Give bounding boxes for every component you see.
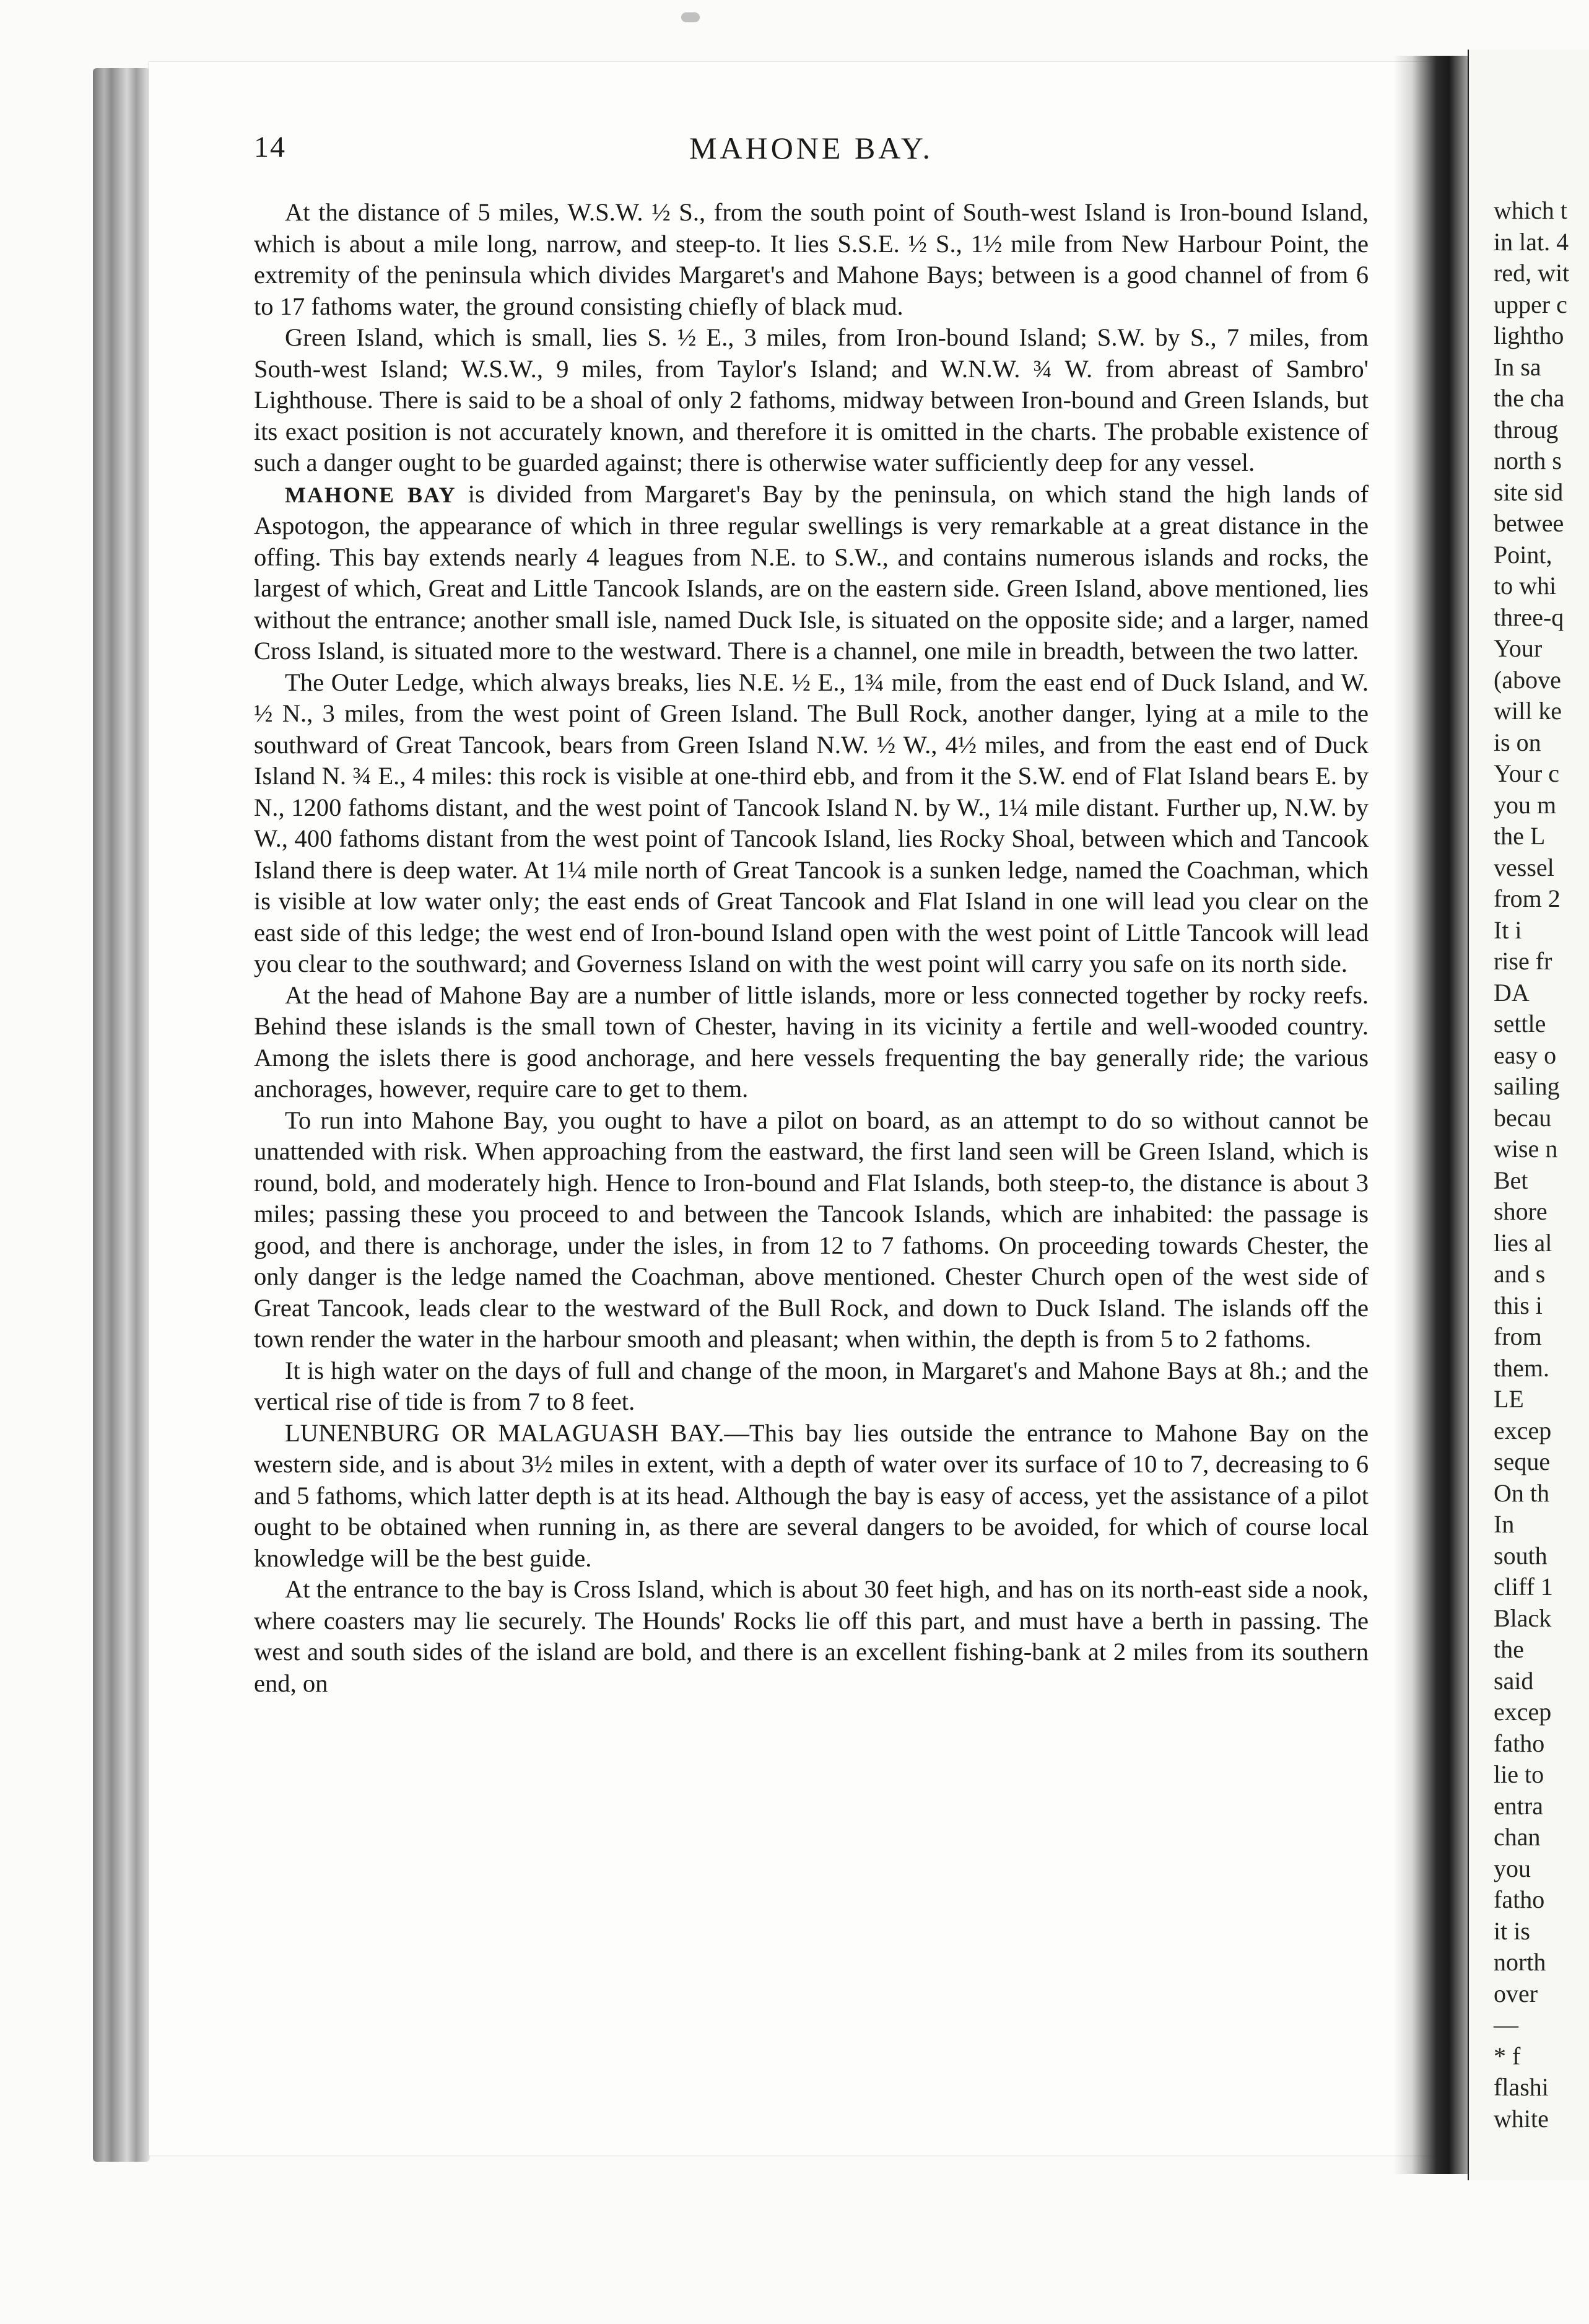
facing-page-line: said (1494, 1666, 1534, 1695)
facing-page-line: (above (1494, 665, 1561, 694)
facing-page-line: you (1494, 1854, 1531, 1882)
paragraph-cross-island: At the entrance to the bay is Cross Island, which is about 30 feet high, and has on its north-east side a nook, where coasters may lie securely. The Hounds' Rocks lie off this part, and must have a berth in passing. The west and south sides of the island are bold, and there is an excellent fishing-bank at 2 miles from its southern end, on (254, 1575, 1369, 1697)
facing-page-line: becau (1494, 1103, 1552, 1132)
facing-page-line: In sa (1494, 352, 1541, 381)
facing-page-line: the cha (1494, 384, 1565, 412)
paragraph-mahone-bay-text: is divided from Margaret's Bay by the peninsula, on which stand the high lands of Aspotogon, the appearance of which in three regular swellings is very remarkable at a great distance in the offing. This bay extends nearly 4 leagues from N.E. to S.W., and contains numerous islands and rocks, the largest of which, Great and Little Tancook Islands, are on the eastern side. Green Island, above mentioned, lies without the entrance; another small isle, named Duck Isle, is situated on the opposite side; and a larger, named Cross Island, is situated more to the westward. There is a channel, one mile in breadth, between the two latter. (254, 479, 1369, 665)
facing-page-line: LE (1494, 1385, 1524, 1413)
scan-speck (681, 12, 700, 22)
facing-page-line: flashi (1494, 2073, 1549, 2101)
paragraph-outer-ledge: The Outer Ledge, which always breaks, lies N.E. ½ E., 1¾ mile, from the east end of Duck Island, and W. ½ N., 3 miles, from the west point of Green Island. The Bull Rock, another danger, lying at a mile to the southward of Great Tancook, bears from Green Island N.W. ½ W., 4½ miles, and from the east end of Duck Island N. ¾ E., 4 miles: this rock is visible at one-third ebb, and from it the S.W. end of Flat Island bears E. by N., 1200 fathoms distant, and the west point of Tancook Island N. by W., 1¼ mile distant. Further up, N.W. by W., 400 fathoms distant from the west point of Tancook Island, lies Rocky Shoal, between which and Tancook Island there is deep water. At 1¼ mile north of Great Tancook is a sunken ledge, named the Coachman, which is visible at low water only; the east ends of Great Tancook and Flat Island in one will lead you clear on the east side of this ledge; the west end of Iron-bound Island open with the west point of Little Tancook will lead you clear to the southward; and Governess Island on with the west point will carry you safe on its north side. (254, 668, 1369, 977)
facing-page-line: vessel (1494, 853, 1554, 881)
page-header (254, 130, 1369, 167)
facing-page-line: Your (1494, 634, 1543, 662)
facing-page-line: over (1494, 1979, 1538, 2007)
facing-page-line: — (1494, 2011, 1518, 2038)
facing-page-line: three-q (1494, 603, 1564, 631)
facing-page-line: white (1494, 2104, 1549, 2133)
facing-page-line: south (1494, 1541, 1548, 1570)
paragraph-mahone-bay (254, 479, 1369, 667)
facing-page-line: this i (1494, 1291, 1543, 1319)
facing-page-line: lightho (1494, 321, 1564, 349)
facing-page-line: fatho (1494, 1729, 1545, 1757)
facing-page-line: which t (1494, 196, 1567, 224)
facing-page-line: in lat. 4 (1494, 227, 1569, 256)
facing-page-line: Black (1494, 1604, 1552, 1632)
page-number: 14 (254, 131, 286, 164)
paragraph-head-of-bay: At the head of Mahone Bay are a number of little islands, more or less connected together by rocky reefs. Behind these islands is the small town of Chester, having in its vicinity a fertile and well-wooded country. Among the islets there is good anchorage, and here vessels frequenting the bay generally ride; the various anchorages, however, require care to get to them. (254, 981, 1369, 1103)
facing-page-line: lie to (1494, 1760, 1544, 1788)
facing-page-line: excep (1494, 1416, 1552, 1444)
facing-page-line: lies al (1494, 1228, 1552, 1257)
paragraph-tides: It is high water on the days of full and change of the moon, in Margaret's and Mahone Bays at 8h.; and the vertical rise of tide is from 7 to 8 feet. (254, 1356, 1369, 1415)
facing-page-line: the (1494, 1635, 1524, 1663)
facing-page-line: site sid (1494, 478, 1564, 506)
facing-page-line: upper c (1494, 290, 1567, 318)
body-text (254, 197, 1369, 1699)
facing-page-line: DA (1494, 978, 1530, 1007)
facing-page-line: settle (1494, 1010, 1546, 1038)
paragraph-iron-bound-island: At the distance of 5 miles, W.S.W. ½ S., from the south point of South-west Island is Iron-bound Island, which is about a mile long, narrow, and steep-to. It lies S.S.E. ½ S., 1½ mile from New Harbour Point, the extremity of the peninsula which divides Margaret's and Mahone Bays; between is a good channel of from 6 to 17 fathoms water, the ground consisting chiefly of black mud. (254, 198, 1369, 320)
facing-page-line: them. (1494, 1353, 1549, 1382)
facing-page-line: It i (1494, 915, 1522, 944)
facing-page-line: Point, (1494, 540, 1552, 569)
facing-page-line: Bet (1494, 1166, 1528, 1194)
facing-page-line: Your c (1494, 759, 1559, 787)
facing-page-line: rise fr (1494, 947, 1552, 975)
facing-page-line: On th (1494, 1479, 1549, 1507)
facing-page-line: you m (1494, 790, 1557, 819)
facing-page-line: throug (1494, 415, 1559, 443)
facing-page-line: north (1494, 1948, 1546, 1976)
facing-page-line: it is (1494, 1916, 1530, 1945)
facing-page-line: * f (1494, 2042, 1521, 2070)
facing-page-line: wise n (1494, 1135, 1558, 1163)
facing-page-line: fatho (1494, 1885, 1545, 1913)
facing-page-line: seque (1494, 1448, 1551, 1475)
facing-page-line: chan (1494, 1823, 1541, 1851)
facing-page-line: is on (1494, 728, 1541, 756)
facing-page-line: will ke (1494, 697, 1562, 725)
facing-page-line: betwee (1494, 509, 1564, 537)
facing-page-line: entra (1494, 1791, 1543, 1820)
book-gutter (1393, 56, 1468, 2174)
section-heading-mahone-bay: MAHONE BAY (285, 482, 456, 507)
facing-page-line: cliff 1 (1494, 1573, 1553, 1601)
paragraph-green-island: Green Island, which is small, lies S. ½ E., 3 miles, from Iron-bound Island; S.W. by S., 7 miles, from South-west Island; W.S.W., 9 miles, from Taylor's Island; and W.N.W. ¾ W. from abreast of Sambro' Lighthouse. There is said to be a shoal of only 2 fathoms, midway between Iron-bound and Green Islands, but its exact position is not accurately known, and therefore it is omitted in the charts. The probable existence of such a danger ought to be guarded against; there is otherwise water sufficiently deep for any vessel. (254, 323, 1369, 476)
facing-page-line: shore (1494, 1197, 1548, 1225)
facing-page-line: excep (1494, 1698, 1552, 1726)
facing-page-line: from 2 (1494, 885, 1561, 912)
facing-page-line: In (1494, 1510, 1515, 1538)
paragraph-lunenburg-bay: LUNENBURG OR MALAGUASH BAY.—This bay lies outside the entrance to Mahone Bay on the western side, and is about 3½ miles in extent, with a depth of water over its surface of 10 to 7, decreasing to 6 and 5 fathoms, which latter depth is at its head. Although the bay is easy of access, yet the assistance of a pilot ought to be obtained when running in, as there are several dangers to be avoided, for which of course local knowledge will be the best guide. (254, 1418, 1369, 1572)
facing-page-line: north s (1494, 447, 1562, 474)
book-left-edge (93, 68, 150, 2162)
paragraph-directions: To run into Mahone Bay, you ought to have a pilot on board, as an attempt to do so without cannot be unattended with risk. When approaching from the eastward, the first land seen will be Green Island, which is round, bold, and moderately high. Hence to Iron-bound and Flat Islands, both steep-to, the distance is about 3 miles; passing these you proceed to and between the Tancook Islands, which are inhabited: the passage is good, and there is anchorage, under the isles, in from 12 to 7 fathoms. On proceeding towards Chester, the only danger is the ledge named the Coachman, above mentioned. Chester Church open of the west side of Great Tancook, leads clear to the westward of the Bull Rock, and down to Duck Island. The islands off the town render the water in the harbour smooth and pleasant; when within, the depth is from 5 to 2 fathoms. (254, 1106, 1369, 1353)
facing-page-line: the L (1494, 822, 1546, 850)
facing-page-line: to whi (1494, 572, 1557, 600)
facing-page-line: from (1494, 1322, 1542, 1350)
facing-page-line: easy o (1494, 1041, 1557, 1069)
facing-page-line: and s (1494, 1260, 1546, 1288)
facing-page (1468, 50, 1589, 2180)
running-title: MAHONE BAY. (689, 131, 933, 165)
facing-page-line: sailing (1494, 1072, 1560, 1100)
facing-page-line: red, wit (1494, 259, 1570, 287)
